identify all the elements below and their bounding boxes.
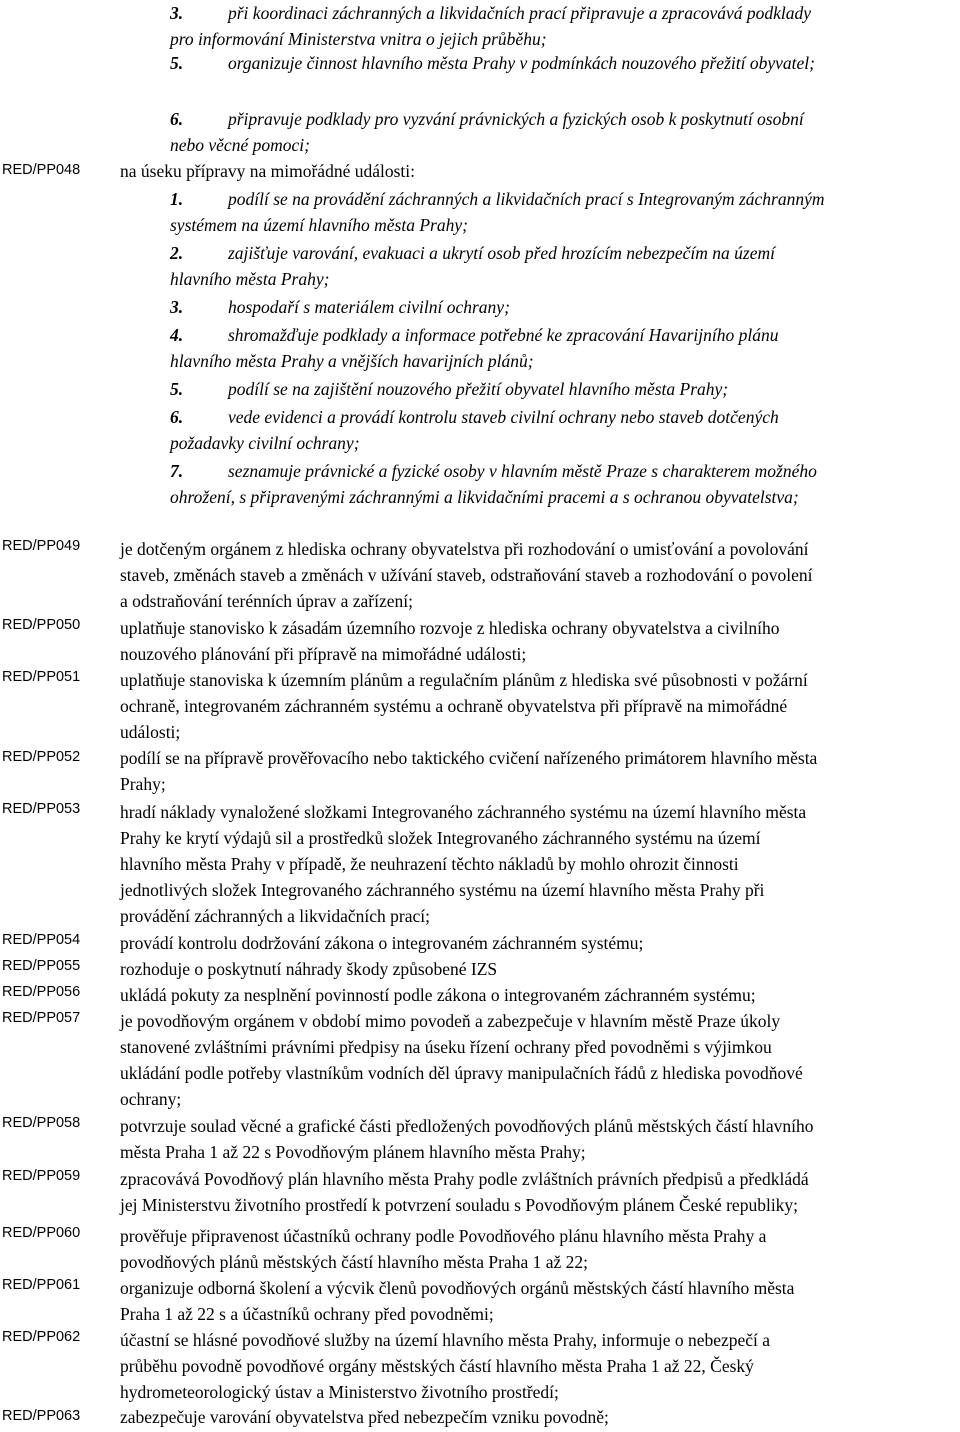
section-code: RED/PP063 bbox=[2, 1408, 81, 1424]
item-text: připravuje podklady pro vyzvání právnických a fyzických osob k poskytnutí osobní bbox=[228, 109, 804, 129]
body-line: jej Ministerstvu životního prostředí k potvrzení souladu s Povodňovým plánem České republiky; bbox=[120, 1195, 799, 1215]
item-text-continuation: nebo věcné pomoci; bbox=[170, 135, 310, 155]
item-number: 6. bbox=[170, 407, 184, 427]
item-text: podílí se na zajištění nouzového přežití obyvatel hlavního města Prahy; bbox=[228, 379, 729, 399]
body-line: provádění záchranných a likvidačních prací; bbox=[120, 906, 430, 926]
body-line: rozhoduje o poskytnutí náhrady škody způsobené IZS bbox=[120, 959, 498, 979]
item-text: zajišťuje varování, evakuaci a ukrytí osob před hrozícím nebezpečím na území bbox=[228, 243, 775, 263]
body-line: události; bbox=[120, 722, 181, 742]
body-line: ukládání podle potřeby vlastníkům vodních děl úpravy manipulačních řádů z hlediska povodňové bbox=[120, 1063, 803, 1083]
body-line: staveb, změnách staveb a změnách v užívání staveb, odstraňování staveb a rozhodování o povolení bbox=[120, 565, 813, 585]
section-code: RED/PP052 bbox=[2, 749, 81, 765]
body-line: povodňových plánů městských částí hlavního města Praha 1 až 22; bbox=[120, 1252, 589, 1272]
body-line: provádí kontrolu dodržování zákona o integrovaném záchranném systému; bbox=[120, 933, 644, 953]
item-text: organizuje činnost hlavního města Prahy v podmínkách nouzového přežití obyvatel; bbox=[228, 53, 815, 73]
item-text-continuation: hlavního města Prahy; bbox=[170, 269, 330, 289]
section-code: RED/PP061 bbox=[2, 1277, 81, 1293]
item-text-continuation: systémem na území hlavního města Prahy; bbox=[170, 215, 468, 235]
item-number: 5. bbox=[170, 53, 184, 73]
item-text-continuation: pro informování Ministerstva vnitra o jejich průběhu; bbox=[170, 29, 547, 49]
body-line: účastní se hlásné povodňové služby na území hlavního města Prahy, informuje o nebezpečí a bbox=[120, 1330, 771, 1350]
section-code: RED/PP059 bbox=[2, 1168, 81, 1184]
item-number: 5. bbox=[170, 379, 184, 399]
item-number: 2. bbox=[170, 243, 184, 263]
body-line: podílí se na přípravě prověřovacího nebo taktického cvičení nařízeného primátorem hlavního města bbox=[120, 748, 818, 768]
item-number: 3. bbox=[170, 297, 184, 317]
body-line: jednotlivých složek Integrovaného záchranného systému na území hlavního města Prahy při bbox=[120, 880, 765, 900]
body-line: potvrzuje soulad věcné a grafické části předložených povodňových plánů městských částí hlavního bbox=[120, 1116, 814, 1136]
item-text-continuation: hlavního města Prahy a vnějších havarijních plánů; bbox=[170, 351, 534, 371]
body-line: je povodňovým orgánem v období mimo povodeň a zabezpečuje v hlavním městě Praze úkoly bbox=[120, 1011, 781, 1031]
body-line: hydrometeorologický ústav a Ministerstvo životního prostředí; bbox=[120, 1382, 559, 1402]
section-code: RED/PP053 bbox=[2, 801, 81, 817]
section-code: RED/PP055 bbox=[2, 958, 81, 974]
section-code: RED/PP062 bbox=[2, 1329, 81, 1345]
body-line: města Praha 1 až 22 s Povodňovým plánem hlavního města Prahy; bbox=[120, 1142, 586, 1162]
section-code: RED/PP050 bbox=[2, 617, 81, 633]
section-heading: na úseku přípravy na mimořádné události: bbox=[120, 161, 415, 181]
item-text: při koordinaci záchranných a likvidačních prací připravuje a zpracovává podklady bbox=[228, 3, 812, 23]
body-line: ochraně, integrovaném záchranném systému a ochraně obyvatelstva při přípravě na mimořádné bbox=[120, 696, 788, 716]
section-code: RED/PP056 bbox=[2, 984, 81, 1000]
body-line: zpracovává Povodňový plán hlavního města Prahy podle zvláštních právních předpisů a předkládá bbox=[120, 1169, 809, 1189]
item-text: seznamuje právnické a fyzické osoby v hlavním městě Praze s charakterem možného bbox=[228, 461, 817, 481]
body-line: hlavního města Prahy v případě, že neuhrazení těchto nákladů by mohlo ohrozit činnosti bbox=[120, 854, 739, 874]
body-line: zabezpečuje varování obyvatelstva před nebezpečím vzniku povodně; bbox=[120, 1407, 609, 1427]
item-text: podílí se na provádění záchranných a likvidačních prací s Integrovaným záchranným bbox=[228, 189, 825, 209]
section-code: RED/PP058 bbox=[2, 1115, 81, 1131]
body-line: Praha 1 až 22 s a účastníků ochrany před povodněmi; bbox=[120, 1304, 494, 1324]
body-line: je dotčeným orgánem z hlediska ochrany obyvatelstva při rozhodování o umisťování a povolování bbox=[120, 539, 809, 559]
item-number: 3. bbox=[170, 3, 184, 23]
body-line: Prahy ke krytí výdajů sil a prostředků složek Integrovaného záchranného systému na území bbox=[120, 828, 761, 848]
item-text: vede evidenci a provádí kontrolu staveb civilní ochrany nebo staveb dotčených bbox=[228, 407, 779, 427]
body-line: ukládá pokuty za nesplnění povinností podle zákona o integrovaném záchranném systému; bbox=[120, 985, 756, 1005]
body-line: stanovené zvláštními právními předpisy na úseku řízení ochrany před povodněmi s výjimkou bbox=[120, 1037, 772, 1057]
item-text-continuation: ohrožení, s připravenými záchrannými a likvidačními pracemi a s ochranou obyvatelstva; bbox=[170, 487, 799, 507]
body-line: organizuje odborná školení a výcvik členů povodňových orgánů městských částí hlavního města bbox=[120, 1278, 795, 1298]
item-number: 4. bbox=[170, 325, 184, 345]
item-text-continuation: požadavky civilní ochrany; bbox=[170, 433, 360, 453]
body-line: uplatňuje stanovisko k zásadám územního rozvoje z hlediska ochrany obyvatelstva a civilního bbox=[120, 618, 780, 638]
section-code: RED/PP057 bbox=[2, 1010, 81, 1026]
item-number: 6. bbox=[170, 109, 184, 129]
section-code: RED/PP049 bbox=[2, 538, 81, 554]
section-code: RED/PP060 bbox=[2, 1225, 81, 1241]
item-text: shromažďuje podklady a informace potřebné ke zpracování Havarijního plánu bbox=[228, 325, 779, 345]
item-number: 1. bbox=[170, 189, 184, 209]
body-line: ochrany; bbox=[120, 1089, 182, 1109]
body-line: uplatňuje stanoviska k územním plánům a regulačním plánům z hlediska své působnosti v požární bbox=[120, 670, 808, 690]
item-text: hospodaří s materiálem civilní ochrany; bbox=[228, 297, 510, 317]
section-code: RED/PP048 bbox=[2, 162, 81, 178]
body-line: průběhu povodně povodňové orgány městských částí hlavního města Praha 1 až 22, Český bbox=[120, 1356, 754, 1376]
section-code: RED/PP054 bbox=[2, 932, 81, 948]
body-line: nouzového plánování při přípravě na mimořádné události; bbox=[120, 644, 527, 664]
item-number: 7. bbox=[170, 461, 184, 481]
section-code: RED/PP051 bbox=[2, 669, 81, 685]
body-line: a odstraňování terénních úprav a zařízení; bbox=[120, 591, 413, 611]
body-line: Prahy; bbox=[120, 774, 166, 794]
body-line: hradí náklady vynaložené složkami Integrovaného záchranného systému na území hlavního města bbox=[120, 802, 807, 822]
body-line: prověřuje připravenost účastníků ochrany podle Povodňového plánu hlavního města Prahy a bbox=[120, 1226, 767, 1246]
